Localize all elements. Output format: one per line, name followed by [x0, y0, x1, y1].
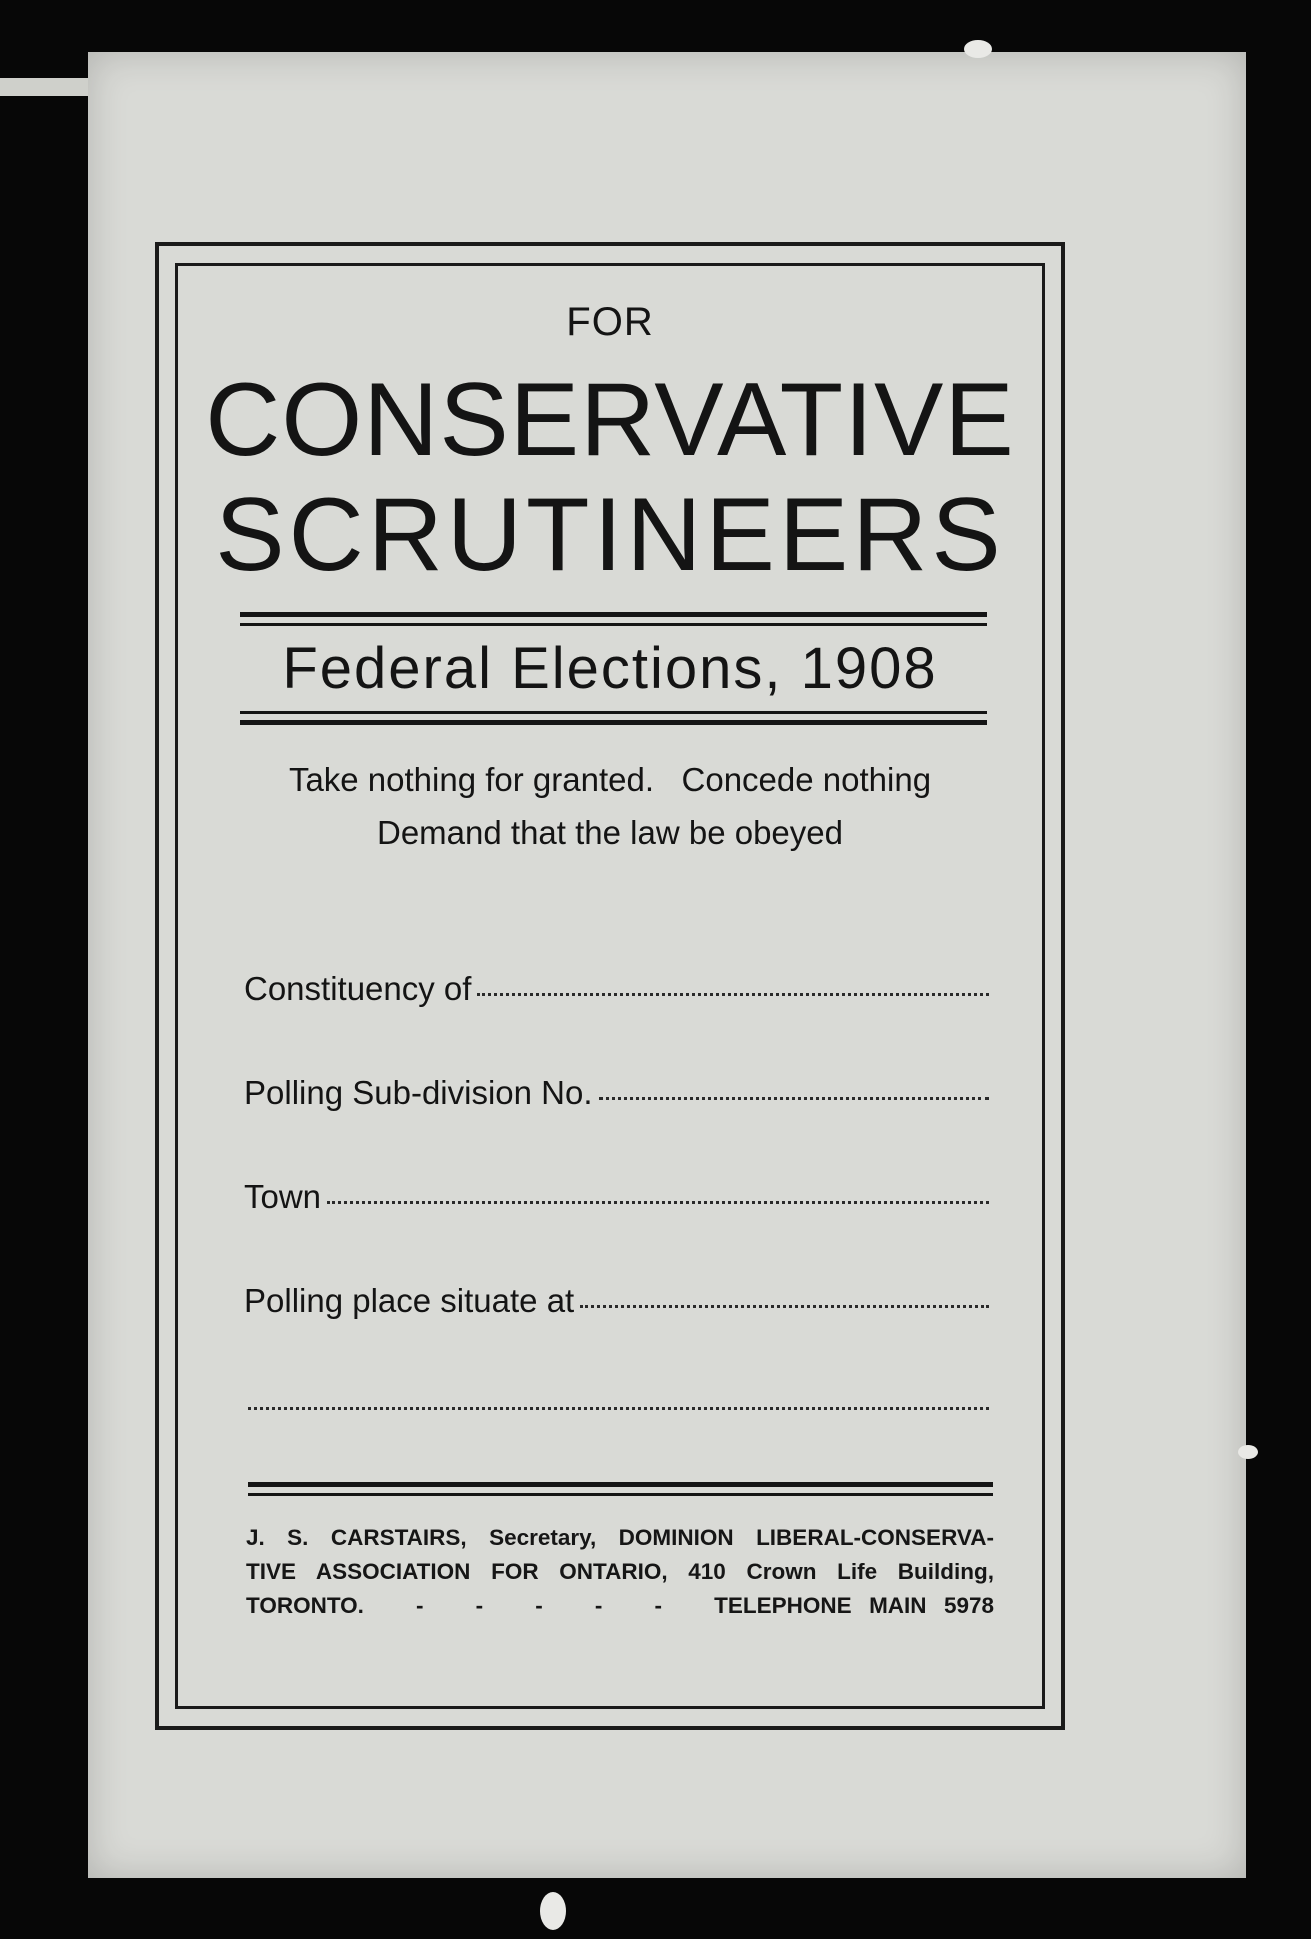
- town-blank: [327, 1201, 989, 1204]
- polling-place-continuation-blank: [248, 1407, 989, 1410]
- scan-edge-strip: [0, 78, 92, 96]
- constituency-label: Constituency of: [244, 970, 472, 1007]
- polling-place-label: Polling place situate at: [244, 1282, 575, 1319]
- rule-bottom-thin: [240, 711, 987, 714]
- for-label: FOR: [566, 300, 654, 344]
- polling-subdivision-label: Polling Sub-division No.: [244, 1074, 593, 1111]
- title-scrutineers: SCRUTINEERS: [215, 477, 1005, 593]
- rule-top-thin: [240, 623, 987, 626]
- constituency-field: [244, 970, 989, 1008]
- paper-speck: [964, 40, 992, 58]
- polling-subdivision-field: [244, 1074, 989, 1112]
- motto-line-2: Demand that the law be obeyed: [377, 814, 843, 851]
- paper-speck: [1238, 1445, 1258, 1459]
- polling-place-blank: [580, 1305, 989, 1308]
- title-conservative: CONSERVATIVE: [205, 362, 1015, 478]
- footer-line-3: TORONTO. - - - - - TELEPHONE MAIN 5978: [246, 1593, 994, 1618]
- footer-line-2: TIVE ASSOCIATION FOR ONTARIO, 410 Crown Life Building,: [246, 1559, 994, 1584]
- motto-line-1: Take nothing for granted. Concede nothing: [288, 761, 932, 798]
- polling-subdivision-blank: [599, 1097, 989, 1100]
- constituency-blank: [477, 993, 989, 996]
- rule-bottom-thick: [240, 720, 987, 725]
- polling-place-field: [244, 1282, 989, 1320]
- footer-rule-thick: [248, 1482, 993, 1487]
- footer-rule-thin: [248, 1493, 993, 1496]
- town-field: [244, 1178, 989, 1216]
- subtitle: Federal Elections, 1908: [282, 636, 938, 701]
- rule-top-thick: [240, 612, 987, 617]
- paper-speck: [540, 1892, 566, 1930]
- town-label: Town: [244, 1178, 322, 1215]
- footer-line-1: J. S. CARSTAIRS, Secretary, DOMINION LIBERAL-CONSERVA-: [246, 1525, 994, 1550]
